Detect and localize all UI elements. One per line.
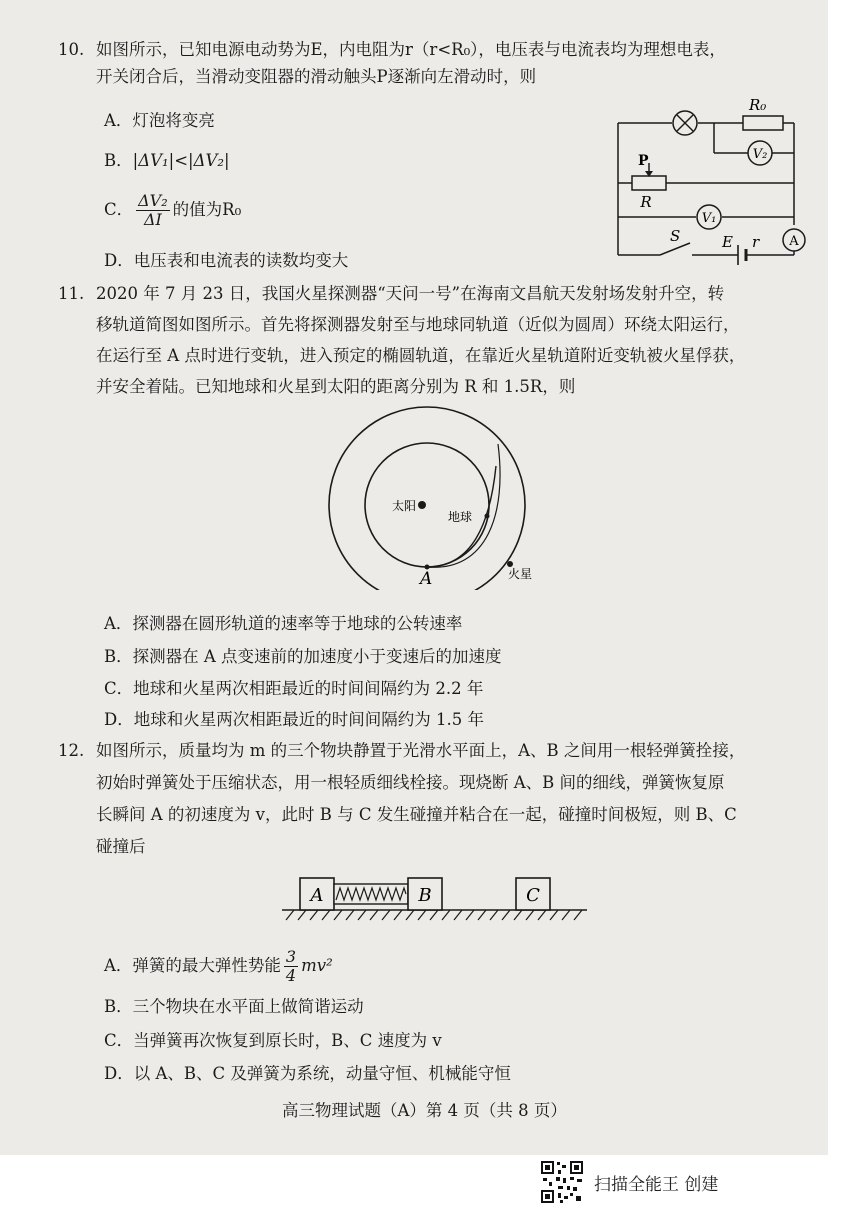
block-a-label: A <box>310 885 324 906</box>
emf-e-label: E <box>722 233 733 251</box>
q12-option-a-fraction <box>284 948 298 985</box>
q10-option-c-suffix: 的值为R₀ <box>172 200 242 219</box>
internal-r-label: r <box>752 233 760 251</box>
q10-option-b-expr: |ΔV₁|<|ΔV₂| <box>132 151 230 170</box>
q11-option-b: B．探测器在 A 点变速前的加速度小于变速后的加速度 <box>104 647 502 666</box>
q10-option-c-prefix: C． <box>104 200 134 219</box>
q12-option-b: B．三个物块在水平面上做简谐运动 <box>104 997 364 1016</box>
q12-option-a-numerator: 3 <box>285 947 297 966</box>
point-a-label: A <box>420 569 433 589</box>
lamp-icon <box>673 111 697 135</box>
q12-option-a-suffix: mv² <box>301 956 333 975</box>
q10-option-c-numerator: ΔV₂ <box>138 191 168 210</box>
q12-stem-line4: 碰撞后 <box>96 837 146 856</box>
circuit-diagram <box>610 95 810 275</box>
r0-resistor <box>743 116 783 130</box>
switch-s-label: S <box>670 227 681 245</box>
q10-stem-line2: 开关闭合后，当滑动变阻器的滑动触头P逐渐向左滑动时，则 <box>96 67 537 86</box>
q10-stem-line1: 如图所示，已知电源电动势为E，内电阻为r（r<R₀），电压表与电流表均为理想电表， <box>96 40 726 59</box>
page-footer: 高三物理试题（A）第 4 页（共 8 页） <box>282 1101 567 1120</box>
v1-label: V₁ <box>701 211 717 226</box>
q10-option-b-prefix: B． <box>104 151 133 170</box>
earth-orbit <box>365 443 489 567</box>
battery-icon <box>738 245 746 265</box>
q11-option-c: C．地球和火星两次相距最近的时间间隔约为 2.2 年 <box>104 679 484 698</box>
q11-option-a: A．探测器在圆形轨道的速率等于地球的公转速率 <box>104 614 463 633</box>
v2-label: V₂ <box>752 147 768 162</box>
q10-option-d: D．电压表和电流表的读数均变大 <box>104 251 349 270</box>
ammeter-label: A <box>789 234 799 249</box>
qr-code-icon <box>540 1160 584 1204</box>
q12-option-a <box>104 948 333 985</box>
q11-stem-line2: 移轨道简图如图所示。首先将探测器发射至与地球同轨道（近似为圆周）环绕太阳运行， <box>96 315 740 334</box>
q11-number: 11. <box>58 284 85 303</box>
scanner-watermark <box>540 1160 718 1204</box>
block-c-label: C <box>526 885 540 906</box>
q12-option-d: D．以 A、B、C 及弹簧为系统，动量守恒、机械能守恒 <box>104 1064 511 1083</box>
scanner-label: 扫描全能王 创建 <box>594 1174 719 1195</box>
rheostat-r-label: R <box>640 193 652 211</box>
q12-option-c: C．当弹簧再次恢复到原长时，B、C 速度为 v <box>104 1031 442 1050</box>
q12-option-a-prefix: A．弹簧的最大弹性势能 <box>104 956 281 975</box>
orbit-diagram <box>322 404 552 590</box>
q10-option-b <box>104 150 230 172</box>
q12-number: 12. <box>58 741 85 760</box>
q11-stem-line3: 在运行至 A 点时进行变轨，进入预定的椭圆轨道，在靠近火星轨道附近变轨被火星俘获， <box>96 346 746 365</box>
mars-label: 火星 <box>508 567 533 581</box>
sun-label: 太阳 <box>392 499 417 513</box>
blocks-diagram <box>282 870 592 926</box>
q12-option-a-denominator: 4 <box>285 966 297 985</box>
sun-icon <box>418 501 426 509</box>
q12-stem-line2: 初始时弹簧处于压缩状态，用一根轻质细线栓接。现烧断 A、B 间的细线，弹簧恢复原 <box>96 773 725 792</box>
slider-p-label: P <box>638 153 649 169</box>
spring <box>334 884 408 904</box>
q12-stem-line1: 如图所示，质量均为 m 的三个物块静置于光滑水平面上，A、B 之间用一根轻弹簧拴接， <box>96 741 746 760</box>
q12-stem-line3: 长瞬间 A 的初速度为 v，此时 B 与 C 发生碰撞并粘合在一起，碰撞时间极短，则 B、C <box>96 805 737 824</box>
q10-option-a: A．灯泡将变亮 <box>104 111 215 130</box>
earth-label: 地球 <box>448 510 473 524</box>
q11-stem-line4: 并安全着陆。已知地球和火星到太阳的距离分别为 R 和 1.5R，则 <box>96 377 576 396</box>
q10-option-c-denominator: ΔI <box>143 210 162 229</box>
q10-number: 10. <box>58 40 85 59</box>
mars-orbit <box>329 407 525 590</box>
earth-icon <box>485 514 490 519</box>
q11-stem-line1: 2020 年 7 月 23 日，我国火星探测器“天问一号”在海南文昌航天发射场发射升空，转 <box>96 284 725 303</box>
block-b-label: B <box>418 885 432 906</box>
q10-option-c <box>104 192 241 229</box>
q10-option-c-fraction <box>136 192 170 229</box>
rheostat <box>632 176 666 190</box>
r0-label: R₀ <box>749 96 767 114</box>
q11-option-d: D．地球和火星两次相距最近的时间间隔约为 1.5 年 <box>104 710 484 729</box>
